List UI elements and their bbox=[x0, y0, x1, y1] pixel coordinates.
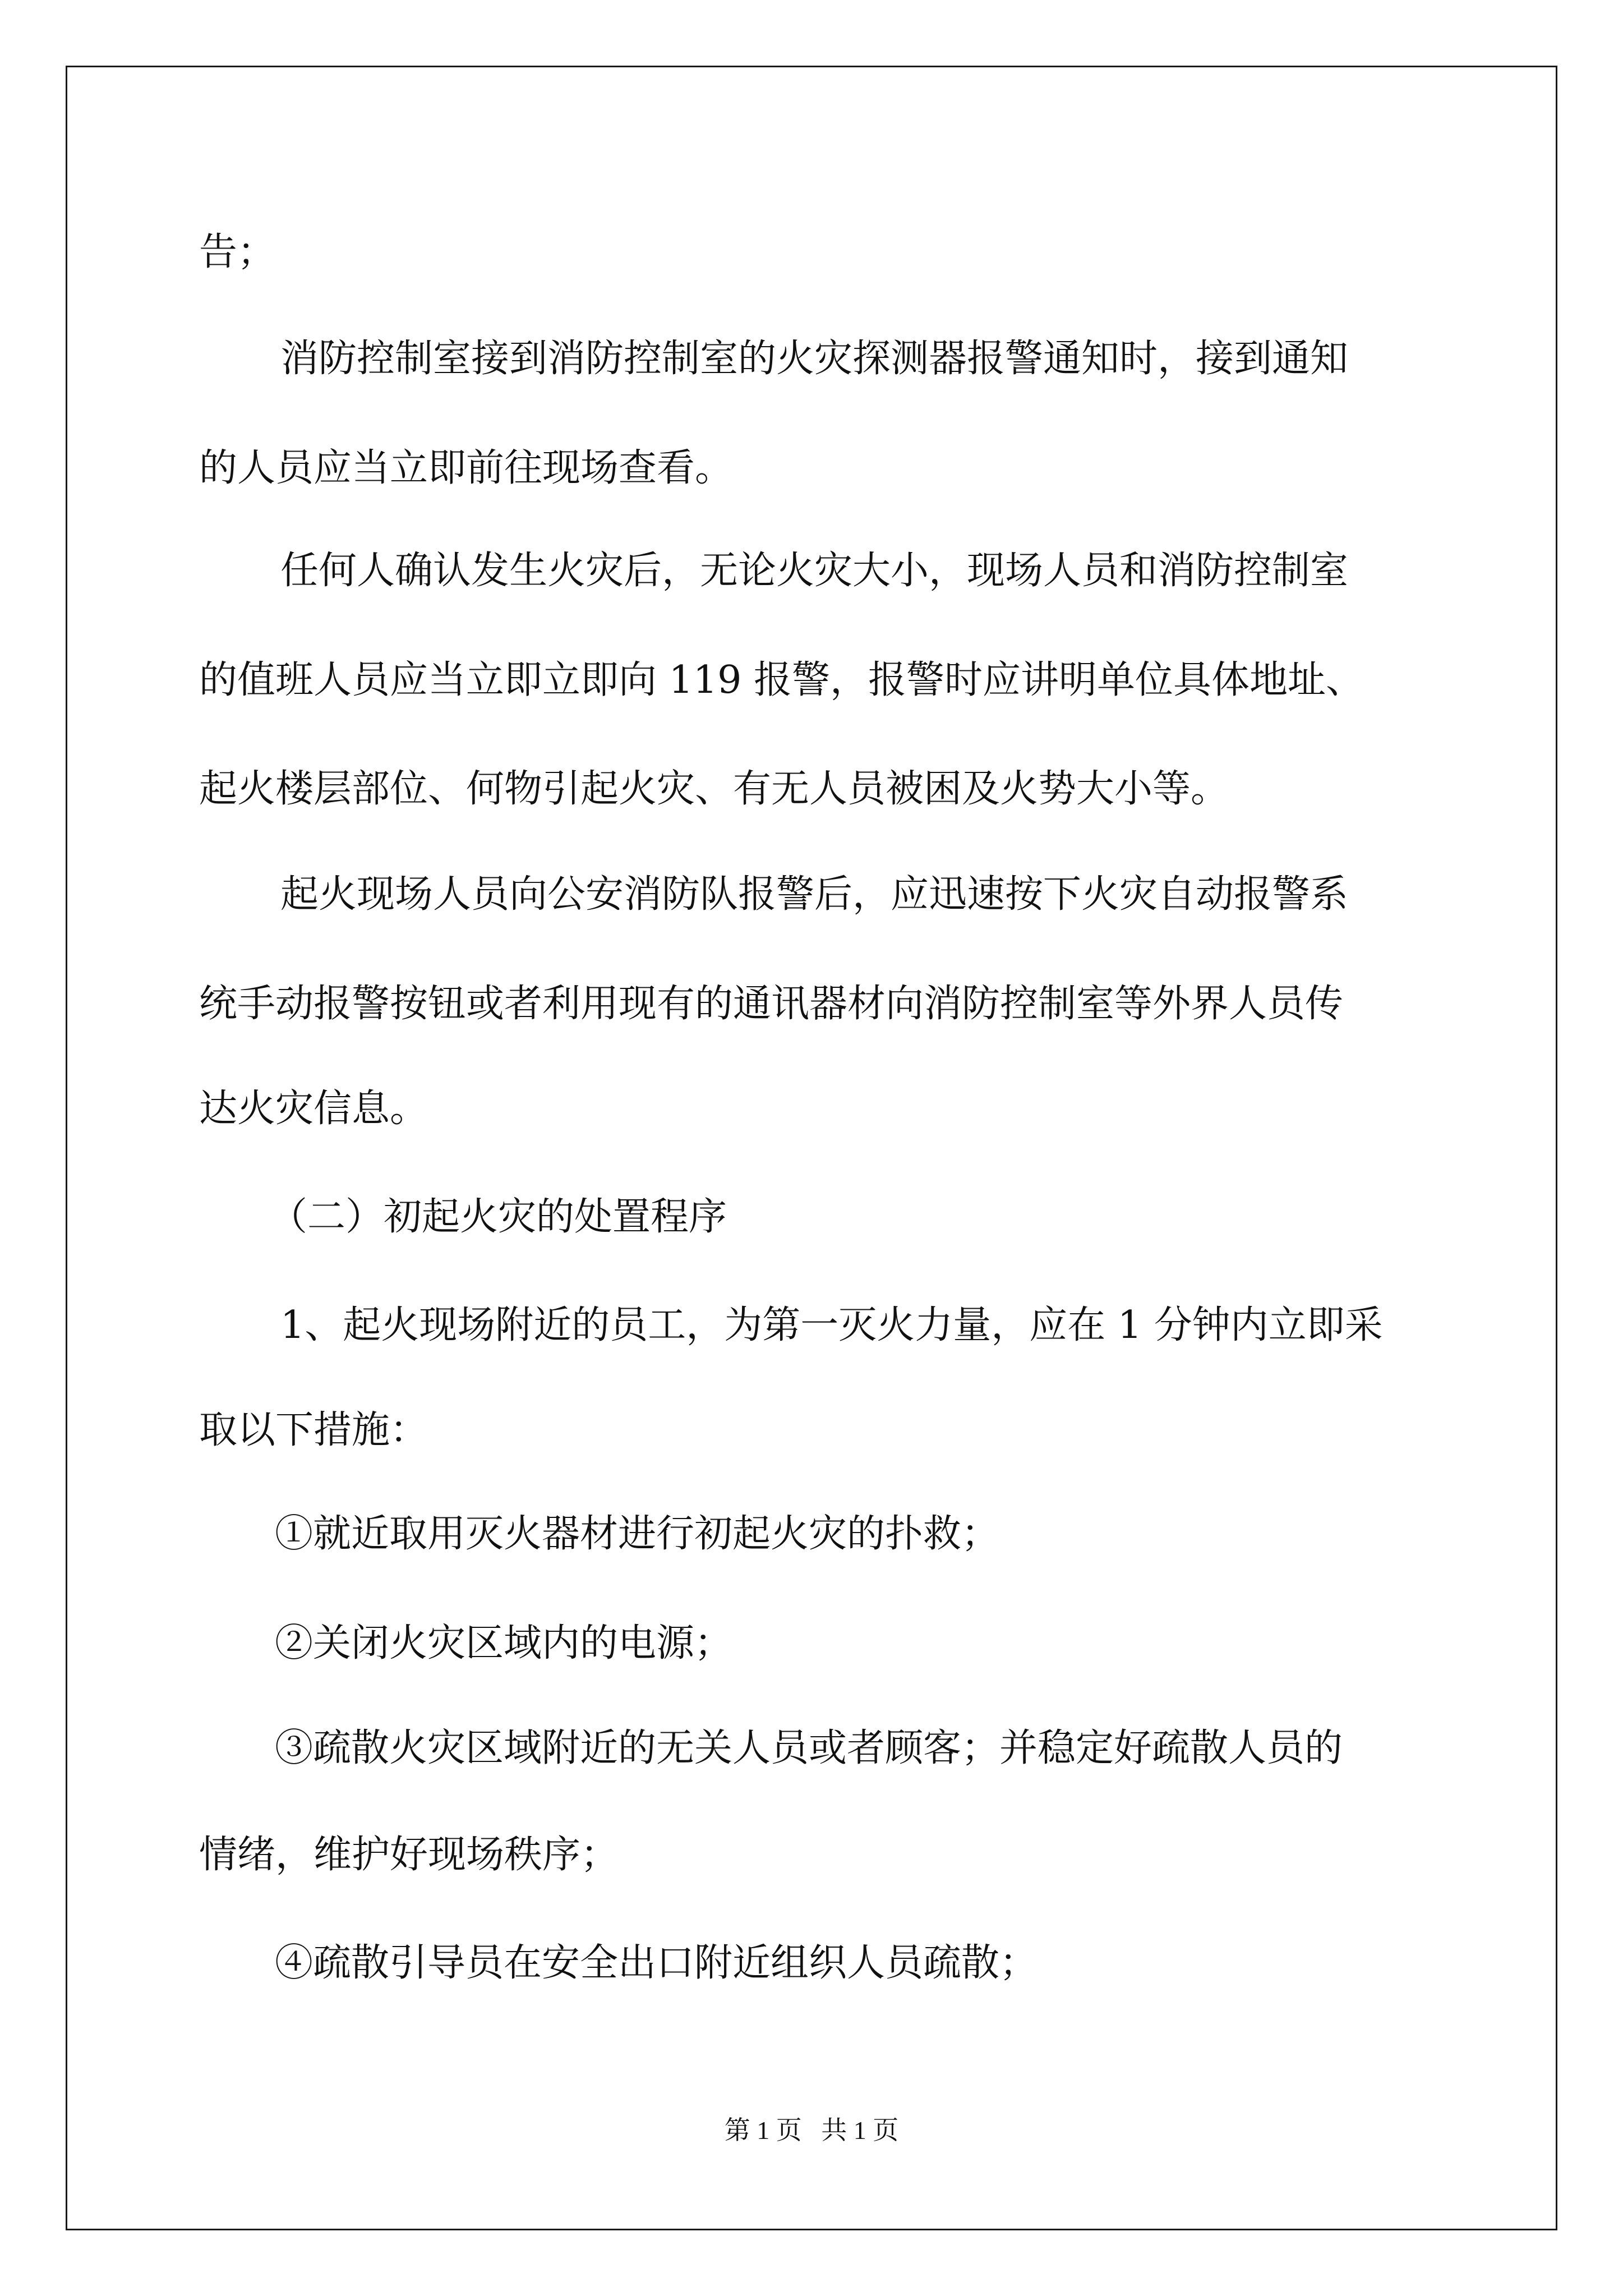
text-line-12: 取以下措施： bbox=[199, 1408, 428, 1452]
text-line-1: 告； bbox=[199, 230, 276, 274]
text-line-8: 统手动报警按钮或者利用现有的通讯器材向消防控制室等外界人员传 bbox=[199, 982, 1344, 1026]
text-line-11: 1、起火现场附近的员工，为第一灭火力量，应在 1 分钟内立即采 bbox=[280, 1303, 1383, 1347]
text-line-9: 达火灾信息。 bbox=[199, 1087, 428, 1131]
text-line-6: 起火楼层部位、何物引起火灾、有无人员被困及火势大小等。 bbox=[199, 767, 1229, 811]
page-border bbox=[66, 66, 1557, 2230]
text-line-4: 任何人确认发生火灾后，无论火灾大小，现场人员和消防控制室 bbox=[280, 549, 1349, 593]
page-footer: 第 1 页 共 1 页 bbox=[724, 2116, 899, 2145]
text-line-3: 的人员应当立即前往现场查看。 bbox=[199, 446, 734, 490]
text-line-2: 消防控制室接到消防控制室的火灾探测器报警通知时，接到通知 bbox=[280, 337, 1349, 381]
text-line-17: ④疏散引导员在安全出口附近组织人员疏散； bbox=[275, 1941, 1038, 1985]
text-line-15: ③疏散火灾区域附近的无关人员或者顾客；并稳定好疏散人员的 bbox=[275, 1726, 1343, 1770]
text-line-13: ①就近取用灭火器材进行初起火灾的扑救； bbox=[275, 1512, 1000, 1556]
text-line-5: 的值班人员应当立即立即向 119 报警，报警时应讲明单位具体地址、 bbox=[199, 658, 1364, 702]
text-line-7: 起火现场人员向公安消防队报警后，应迅速按下火灾自动报警系 bbox=[280, 872, 1349, 917]
section-heading: （二）初起火灾的处置程序 bbox=[269, 1195, 727, 1239]
text-line-14: ②关闭火灾区域内的电源； bbox=[275, 1621, 733, 1665]
text-line-16: 情绪，维护好现场秩序； bbox=[199, 1833, 619, 1877]
